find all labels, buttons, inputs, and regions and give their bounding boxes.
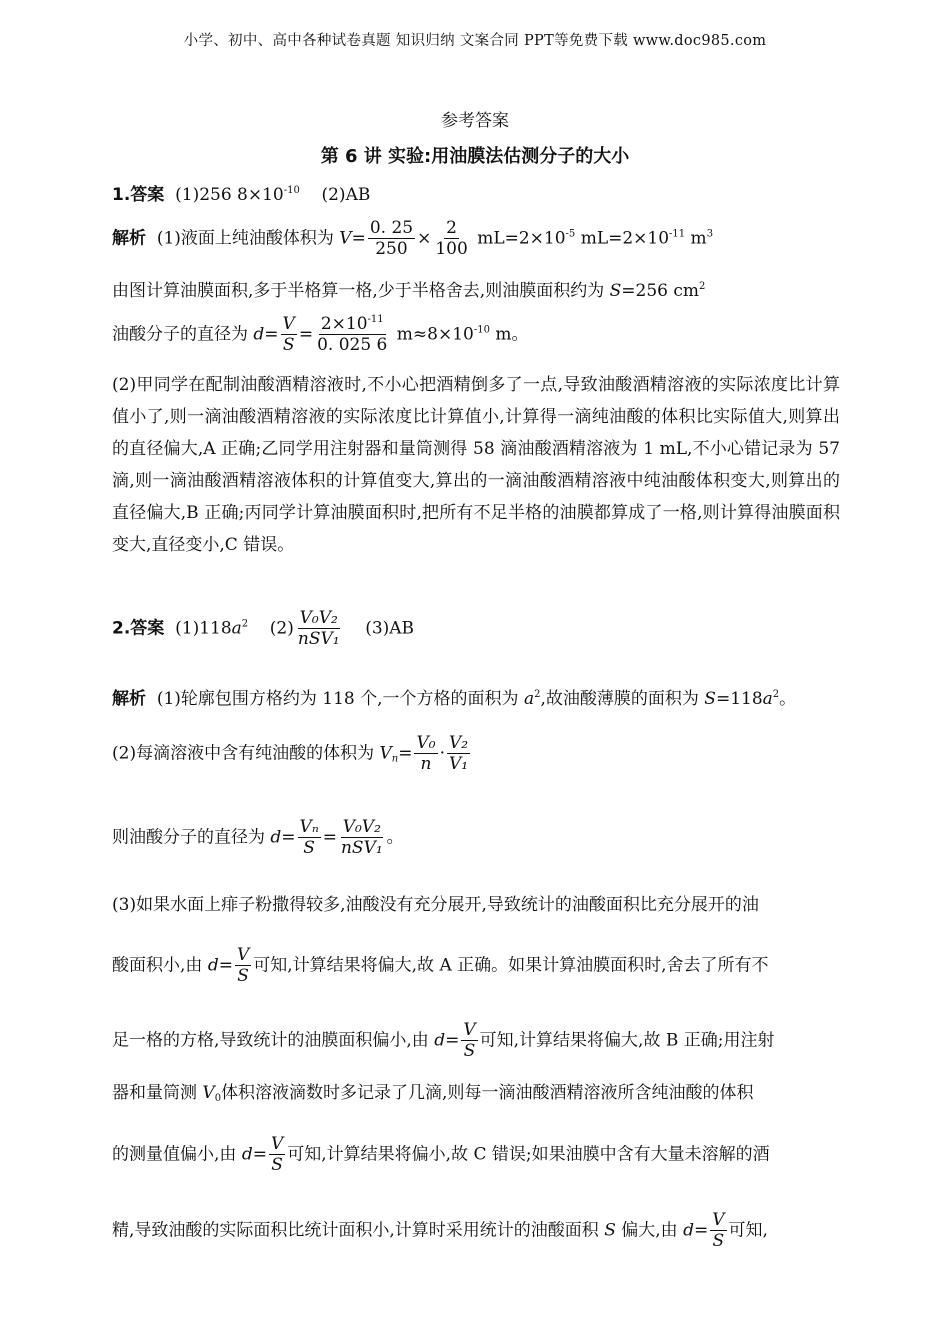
var-a: a [523, 689, 535, 709]
fraction-numerator: V₀V₂ [342, 817, 381, 837]
q2-answer-label: .答案 [123, 618, 165, 639]
exp: 2 [534, 689, 541, 700]
q2-analysis-line2: (2)每滴溶液中含有纯油酸的体积为 $V_n=$ $\frac{\text{V₀}}{n}$ · $\frac{\text{V₂}}{\text{V₁}}$ [112, 733, 469, 775]
fraction [414, 733, 437, 775]
exp: -11 [669, 228, 686, 240]
text: 可知,计算结果将偏大,故 B 正确;用注射 [479, 1030, 775, 1051]
fraction-denominator: nSV₁ [340, 838, 383, 859]
equals: = [693, 1220, 709, 1241]
fraction-denominator: n [420, 754, 432, 775]
q2-p3-line6 [112, 1210, 768, 1252]
fraction-denominator: nSV₁ [297, 629, 340, 650]
q2-p3-line4 [112, 1078, 753, 1103]
fraction [339, 817, 385, 859]
var-a: a [762, 689, 773, 709]
fraction-numerator: 2 [446, 218, 457, 238]
q2-p3-line1: (3)如果水面上痱子粉撒得较多,油酸没有充分展开,导致统计的油酸面积比充分展开的油 [112, 895, 759, 915]
var-d: d [270, 827, 282, 848]
fraction-numerator: 0. 25 [369, 218, 414, 238]
fraction-denominator: 250 [375, 239, 408, 260]
fraction-numerator: V [282, 314, 295, 334]
fraction [315, 314, 389, 356]
q1-answer-exp: -10 [283, 185, 300, 196]
var-d: d [253, 324, 265, 345]
exp: 2 [241, 618, 249, 630]
var-a: a [231, 618, 242, 639]
var-S: S [704, 689, 716, 709]
sub: 0 [214, 1093, 222, 1104]
q1-l1-text: (1)液面上纯油酸体积为 [156, 228, 340, 249]
q2-p3-line5 [112, 1134, 770, 1176]
q1-number: 1 [112, 185, 124, 205]
equals: = [218, 955, 233, 976]
q2-l1-b: ,故油酸薄膜的面积为 [540, 689, 705, 709]
q1-l1-mid: mL=2×10 [575, 228, 670, 249]
var-V: V [339, 228, 352, 249]
q1-analysis-line3: 油酸分子的直径为 d= $\frac{V}{S}$ = $\frac{2\times 10^{-11}}{0. 025 6}$ $m\approx 8\times 10^{-10}$ m。 [112, 314, 529, 356]
q2-analysis-label: 解析 [112, 689, 146, 709]
q2-number: 2 [112, 618, 124, 639]
text: 精,导致油酸的实际面积比统计面积小,计算时采用统计的油酸面积 [112, 1220, 605, 1241]
fraction-denominator: S [712, 1231, 725, 1252]
lesson-title: 第 6 讲 实验:用油膜法估测分子的大小 [320, 146, 630, 167]
q2-analysis-line3: 则油酸分子的直径为 d= $\frac{\text{Vₙ}}{S}$ = $\frac{\text{V₀V₂}}{\text{nSV₁}}$ 。 [112, 817, 404, 859]
q2-p3-line2 [112, 945, 769, 987]
fraction-denominator: V₁ [448, 754, 469, 775]
fraction [235, 945, 251, 987]
var-S: S [609, 281, 622, 301]
sub: n [391, 753, 399, 765]
q1-answer-part2: (2)AB [321, 185, 371, 205]
fraction-numerator: V₂ [448, 733, 469, 753]
text: 的测量值偏小,由 [112, 1144, 242, 1165]
fraction [710, 1210, 726, 1252]
var-d: d [207, 955, 219, 976]
fraction [368, 218, 415, 260]
fraction-denominator: S [282, 335, 295, 356]
fraction-numerator: V [712, 1210, 725, 1230]
equals: = [445, 1030, 460, 1051]
q2-l2-text: (2)每滴溶液中含有纯油酸的体积为 [112, 743, 380, 764]
q1-answer-text: (1)256 8×10 [175, 185, 284, 205]
fraction-numerator: V [270, 1134, 284, 1154]
page-header: 小学、初中、高中各种试卷真题 知识归纳 文案合同 PPT等免费下载 www.doc985.com [183, 33, 767, 49]
fraction-numerator-text: 2×10 [320, 314, 368, 334]
fraction-denominator: S [463, 1041, 476, 1062]
text: 可知,计算结果将偏大,故 A 正确。如果计算油膜面积时,舍去了所有不 [253, 955, 769, 976]
fraction [298, 817, 321, 859]
fraction-denominator: S [271, 1155, 283, 1176]
fraction-numerator: V [463, 1020, 476, 1040]
text: 酸面积小,由 [112, 955, 208, 976]
q1-answer-line [112, 180, 370, 205]
q1-l1-unit: m [685, 228, 707, 249]
q2-p3-line3 [112, 1020, 774, 1062]
text: 体积溶液滴数时多记录了几滴,则每一滴油酸酒精溶液所含纯油酸的体积 [221, 1083, 754, 1103]
text: 足一格的方格,导致统计的油膜面积偏小,由 [112, 1030, 435, 1051]
var-d: d [683, 1220, 694, 1241]
fraction-numerator: V [236, 945, 250, 965]
q2-analysis-line1 [112, 684, 796, 709]
var-V: V [202, 1083, 215, 1103]
fraction [461, 1020, 477, 1062]
exp: -11 [367, 314, 384, 325]
q2-answer-line [112, 608, 414, 650]
exp: -5 [565, 228, 576, 240]
q2-l1-c: =118 [715, 689, 763, 709]
q2-a2: (2) [269, 618, 294, 639]
q1-l1-post: mL=2×10 [471, 228, 566, 249]
fraction [281, 314, 297, 356]
q2-l3-text: 则油酸分子的直径为 [112, 827, 271, 848]
fraction-denominator: 100 [435, 239, 468, 260]
exp: 2 [699, 281, 706, 292]
text: 可知, [728, 1220, 768, 1241]
exp: 2 [772, 689, 780, 700]
q1-l3-text: 油酸分子的直径为 [112, 324, 254, 345]
q1-analysis-line2 [112, 276, 705, 301]
q1-l2-text: 由图计算油膜面积,多于半格算一格,少于半格舍去,则油膜面积约为 [112, 281, 610, 301]
fraction-denominator: 0. 025 6 [317, 335, 388, 356]
q1-l3-end: m。 [489, 324, 529, 345]
equals: = [252, 1144, 267, 1165]
exp: 3 [706, 228, 714, 240]
text: 偏大,由 [615, 1220, 684, 1241]
var-S: S [604, 1220, 616, 1241]
q1-l2-value: =256 cm [621, 281, 700, 301]
q2-l1-d: 。 [779, 689, 797, 709]
var-V: V [379, 743, 392, 764]
q1-analysis-line1: 解析 (1)液面上纯油酸体积为 V= $\frac{0. 25}{250}$ × $\frac{2}{100}$ $mL=2\times 10^{-5}$ $mL=2\times 10^{-11}$ $m^3$ [112, 218, 714, 260]
q1-answer-label: .答案 [123, 185, 165, 205]
text: 器和量筒测 [112, 1083, 203, 1103]
fraction [296, 608, 342, 650]
fraction-denominator: S [237, 966, 249, 987]
fraction [433, 218, 469, 260]
fraction-denominator: S [303, 838, 315, 859]
page-title: 参考答案 [441, 111, 509, 131]
fraction-numerator: V₀ [416, 733, 436, 753]
fraction-numerator: Vₙ [299, 817, 319, 837]
q1-analysis-label: 解析 [112, 228, 146, 249]
q2-a1: (1)118 [175, 618, 232, 639]
fraction-numerator [319, 314, 386, 335]
fraction [269, 1134, 285, 1176]
q1-l3-post: m≈8×10 [391, 324, 474, 345]
fraction-numerator: V₀V₂ [299, 608, 338, 628]
var-d: d [434, 1030, 446, 1051]
q2-l1-a: (1)轮廓包围方格约为 118 个,一个方格的面积为 [156, 689, 524, 709]
q2-l3-end: 。 [386, 827, 404, 848]
var-d: d [241, 1144, 253, 1165]
exp: -10 [473, 324, 490, 336]
fraction [447, 733, 470, 775]
text: 可知,计算结果将偏小,故 C 错误;如果油膜中含有大量未溶解的酒 [287, 1144, 770, 1165]
q1-part2-paragraph: (2)甲同学在配制油酸酒精溶液时,不小心把酒精倒多了一点,导致油酸酒精溶液的实际浓度比计算值小了,则一滴油酸酒精溶液的实际浓度比计算值小,计算得一滴纯油酸的体积比实际值大,则算出的直径偏大,A 正确;乙同学用注射器和量筒测得 58 滴油酸酒精溶液为 1 mL,不小心错记录为 57 滴,则一滴油酸酒精溶液体积的计算值变大,算出的一滴油酸酒精溶液中纯油酸体积变大,则算出的直径偏大,B 正确;丙同学计算油膜面积时,把所有不足半格的油膜都算成了一格,则计算得油膜面积变大,直径变小,C 错误。 [112, 375, 840, 555]
q2-a3: (3)AB [365, 618, 415, 639]
